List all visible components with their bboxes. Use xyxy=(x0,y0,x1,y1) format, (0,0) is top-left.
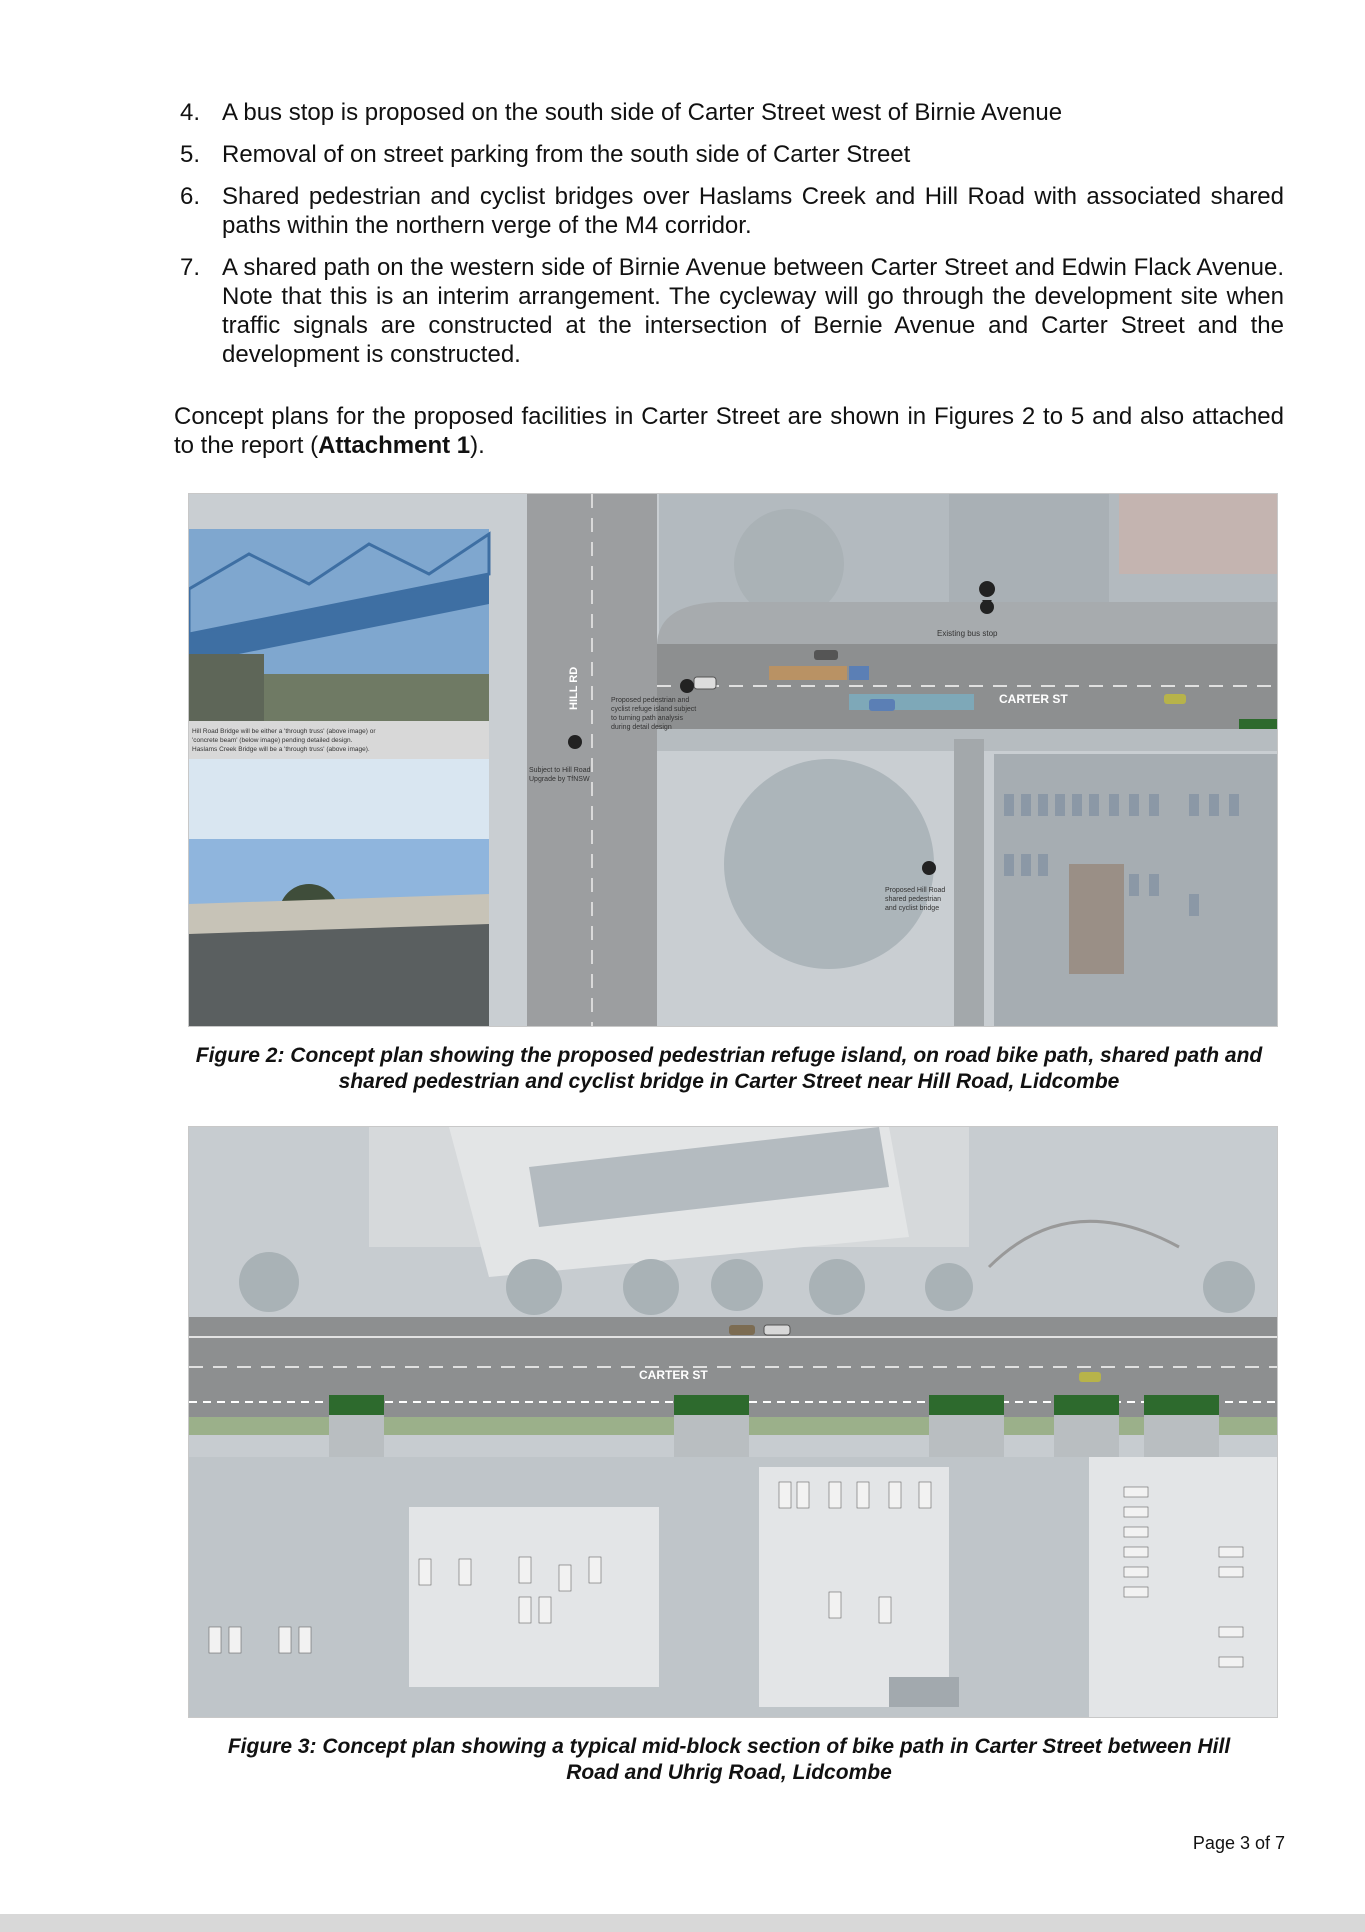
hill-rd-label: HILL RD xyxy=(568,666,580,710)
svg-text:cyclist refuge island subject: cyclist refuge island subject xyxy=(611,706,697,713)
svg-text:Haslams Creek Bridge will be a: Haslams Creek Bridge will be a 'through truss' (above image). xyxy=(192,746,370,753)
figure-2-caption: Figure 2: Concept plan showing the proposed pedestrian refuge island, on road bike path, shared path and shared pedestrian and cyclist bridge in Carter Street near Hill Road, Lidcombe xyxy=(195,1044,1263,1093)
svg-text:Proposed pedestrian and: Proposed pedestrian and xyxy=(611,697,690,704)
svg-text:and cyclist bridge: and cyclist bridge xyxy=(885,905,940,912)
list-item: 6. Shared pedestrian and cyclist bridges over Haslams Creek and Hill Road with associated shared paths within the northern verge of the M4 corridor. xyxy=(180,183,1284,239)
svg-text:to turning path analysis: to turning path analysis xyxy=(611,715,683,722)
attachment-reference: Attachment 1 xyxy=(318,432,471,459)
bus-stop-label: Existing bus stop xyxy=(937,629,998,638)
list-item: 7. A shared path on the western side of Birnie Avenue between Carter Street and Edwin Flack Avenue. Note that this is an interim arrangement. The cycleway will go through the development site when traffic signals are constructed at the intersection of Bernie Avenue and Carter Street and the development is constructed. xyxy=(180,254,1284,368)
carter-st-label: CARTER ST xyxy=(639,1368,708,1382)
svg-text:shared pedestrian: shared pedestrian xyxy=(885,896,942,903)
svg-text:Hill Road Bridge will be eithe: Hill Road Bridge will be either a 'through truss' (above image) or xyxy=(192,728,376,735)
proposal-list xyxy=(174,98,1284,382)
figure-3-caption: Figure 3: Concept plan showing a typical mid-block section of bike path in Carter Street between Hill Road and Uhrig Road, Lidcombe xyxy=(227,1735,1231,1784)
concept-plans-paragraph: Concept plans for the proposed facilities in Carter Street are shown in Figures 2 to 5 and also attached to the report (Attachment 1). xyxy=(174,403,1284,459)
page-number: Page 3 of 7 xyxy=(1192,1833,1285,1853)
svg-text:'concrete beam' (below image): 'concrete beam' (below image) pending detailed design. xyxy=(192,737,353,744)
carter-st-label: CARTER ST xyxy=(999,692,1068,706)
svg-text:Proposed Hill Road: Proposed Hill Road xyxy=(885,887,946,894)
list-item: 4. A bus stop is proposed on the south side of Carter Street west of Birnie Avenue xyxy=(180,99,1063,126)
svg-text:during detail design: during detail design xyxy=(611,724,672,731)
figure-2-concept-plan xyxy=(188,493,1278,1027)
list-item: 5. Removal of on street parking from the south side of Carter Street xyxy=(180,141,911,168)
figure-3-concept-plan xyxy=(188,1126,1278,1718)
svg-text:Upgrade by TfNSW: Upgrade by TfNSW xyxy=(529,776,590,783)
bottom-border xyxy=(0,1914,1365,1932)
svg-text:Subject to Hill Road: Subject to Hill Road xyxy=(529,767,591,774)
